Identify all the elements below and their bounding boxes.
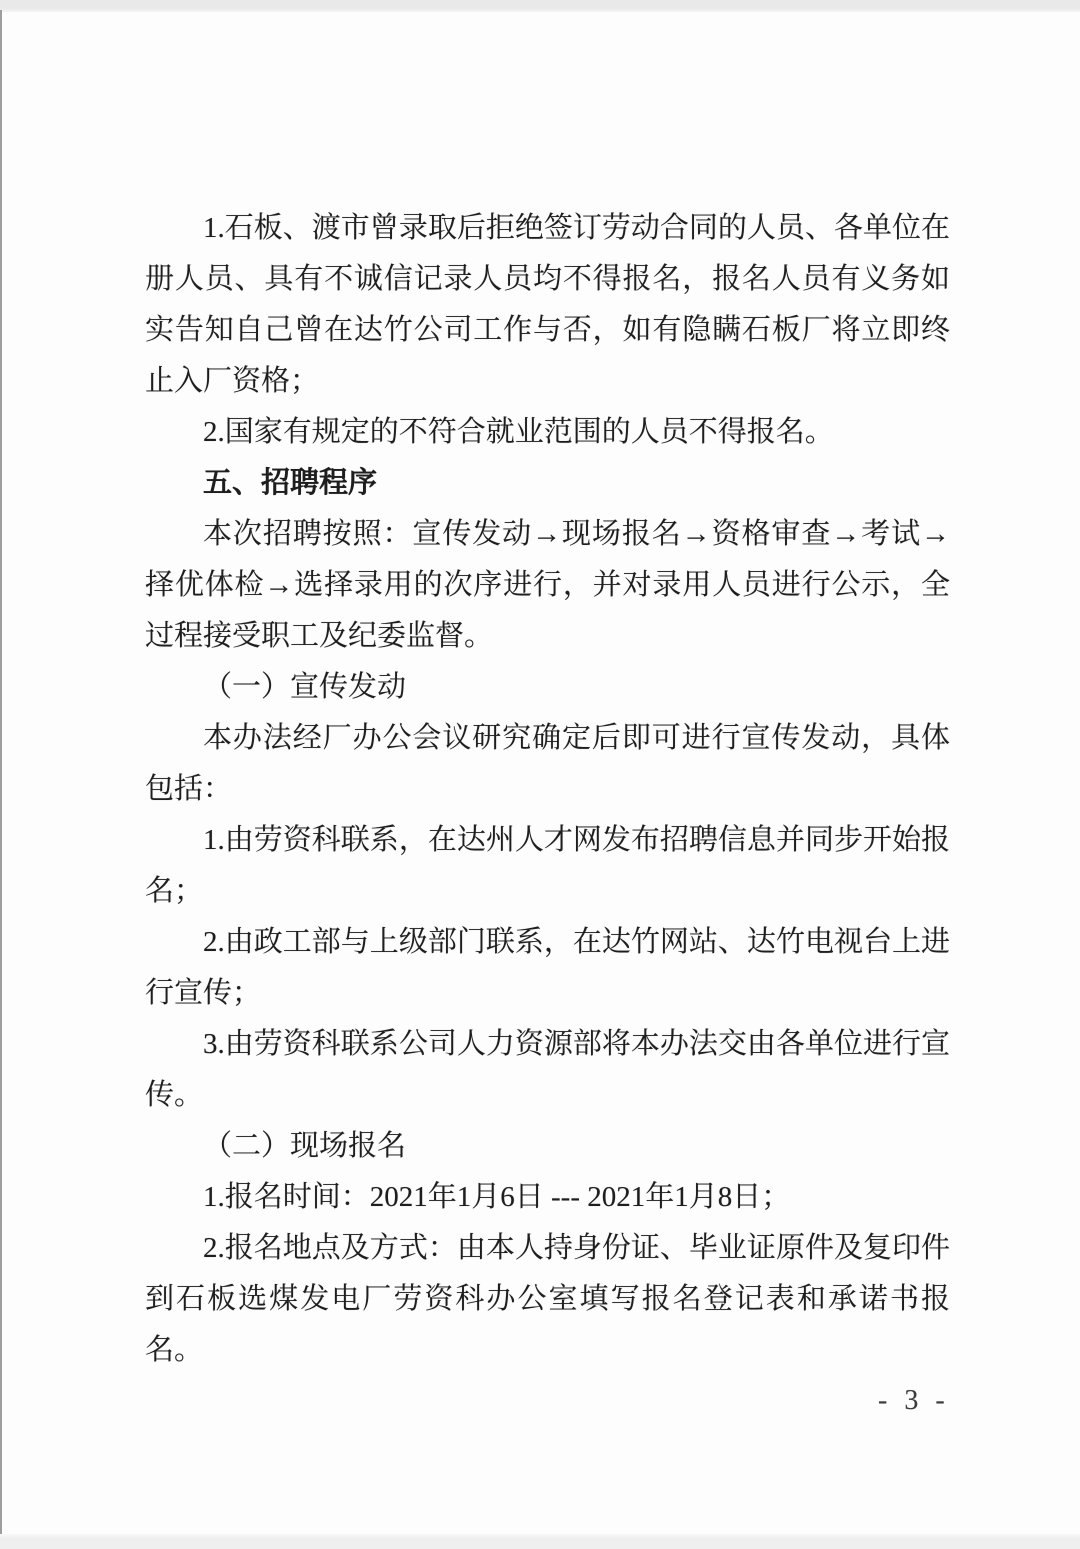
- document-body: [145, 203, 950, 1376]
- page-number: - 3 -: [878, 1385, 950, 1416]
- scan-bottom-strip: [0, 1534, 1080, 1549]
- paragraph: 1.石板、渡市曾录取后拒绝签订劳动合同的人员、各单位在册人员、具有不诚信记录人员均不得报名，报名人员有义务如实告知自己曾在达竹公司工作与否，如有隐瞒石板厂将立即终止入厂资格；: [145, 212, 950, 397]
- paragraph: 1.由劳资科联系，在达州人才网发布招聘信息并同步开始报名；: [145, 824, 950, 907]
- paragraph: 本次招聘按照：宣传发动→现场报名→资格审查→考试→择优体检→选择录用的次序进行，并对录用人员进行公示，全过程接受职工及纪委监督。: [145, 518, 950, 652]
- sub-heading: （二）现场报名: [203, 1130, 407, 1162]
- paragraph: 3.由劳资科联系公司人力资源部将本办法交由各单位进行宣传。: [145, 1028, 950, 1111]
- scan-left-edge: [0, 10, 2, 1549]
- sub-heading: （一）宣传发动: [203, 671, 407, 703]
- section-heading: 五、招聘程序: [203, 467, 378, 499]
- paragraph: 2.由政工部与上级部门联系，在达竹网站、达竹电视台上进行宣传；: [145, 926, 950, 1009]
- scan-top-strip: [0, 0, 1080, 12]
- paragraph: 2.国家有规定的不符合就业范围的人员不得报名。: [203, 416, 834, 448]
- paragraph: 2.报名地点及方式：由本人持身份证、毕业证原件及复印件到石板选煤发电厂劳资科办公室填写报名登记表和承诺书报名。: [145, 1232, 950, 1366]
- paragraph: 1.报名时间：2021年1月6日 --- 2021年1月8日；: [203, 1181, 791, 1213]
- paragraph: 本办法经厂办公会议研究确定后即可进行宣传发动，具体包括：: [145, 722, 950, 805]
